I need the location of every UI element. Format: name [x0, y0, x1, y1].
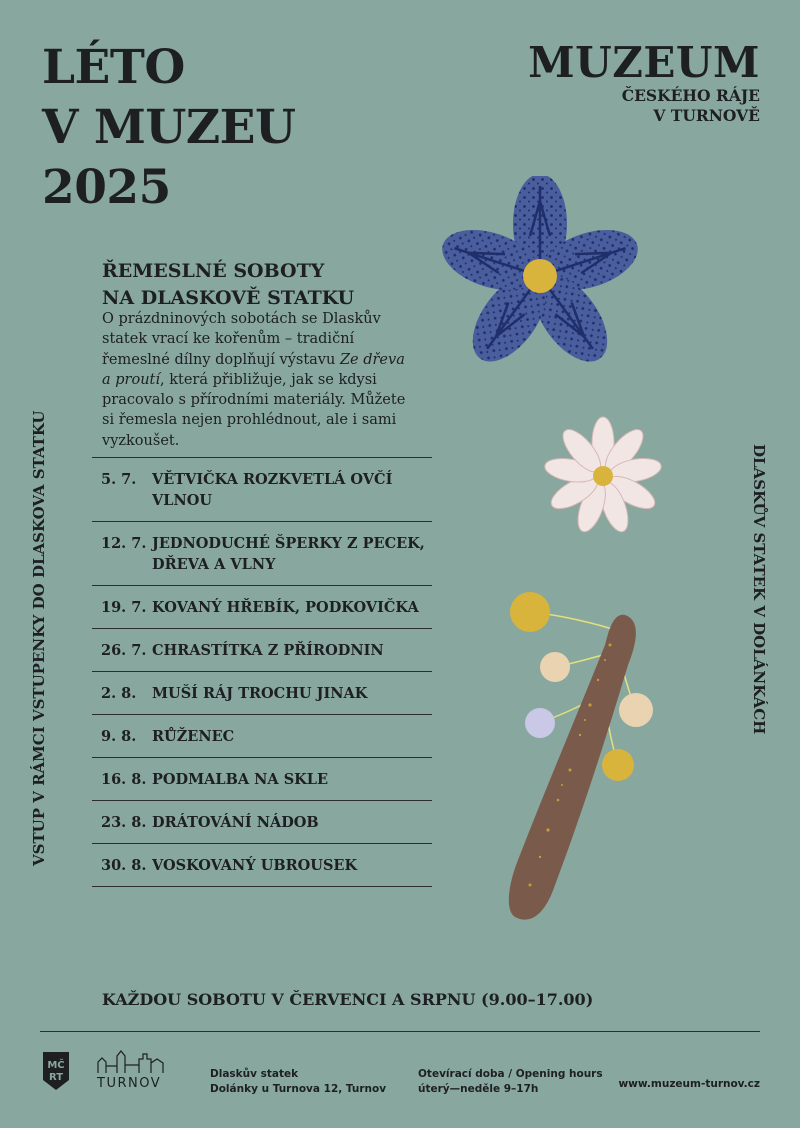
hours-line-1: Otevírací doba / Opening hours: [418, 1068, 603, 1080]
title-line-1: LÉTO: [42, 40, 185, 95]
event-date: 2. 8.: [101, 685, 137, 703]
svg-text:RT: RT: [48, 1072, 64, 1083]
event-date: 30. 8.: [101, 857, 147, 875]
footer-divider: [40, 1031, 760, 1032]
vertical-venue-note: DLASKŮV STATEK V DOLÁNKÁCH: [750, 444, 768, 735]
website-link[interactable]: www.muzeum-turnov.cz: [618, 1078, 760, 1090]
event-name: MUŠÍ RÁJ TROCHU JINAK: [152, 685, 368, 703]
event-date: 19. 7.: [101, 599, 147, 617]
address-line-2: Dolánky u Turnova 12, Turnov: [210, 1083, 387, 1096]
intro-text-2: , která přibližuje, jak se kdysi pracovalo s přírodními materiály. Můžete si řemesla nejen prohlédnout, ale i sami vyzkoušet.: [102, 371, 406, 449]
event-name: RŮŽENEC: [152, 728, 235, 746]
event-name: VOSKOVANÝ UBROUSEK: [152, 857, 358, 875]
intro-exhibition-name: Ze dřeva a proutí: [102, 351, 405, 388]
intro-text-1: O prázdninových sobotách se Dlaskův statek vrací ke kořenům – tradiční řemeslné dílny doplňují výstavu: [102, 311, 381, 368]
footer-hours: [418, 1067, 603, 1097]
section-title-line-1: ŘEMESLNÉ SOBOTY: [102, 260, 325, 282]
event-name: DRÁTOVÁNÍ NÁDOB: [152, 814, 319, 832]
vertical-admission-note: VSTUP V RÁMCI VSTUPENKY DO DLASKOVA STATKU: [30, 410, 48, 866]
event-row: [92, 671, 432, 714]
hours-line-2: úterý—neděle 9–17h: [418, 1083, 539, 1096]
mcrt-logo: [41, 1050, 71, 1096]
blue-flower-illustration: [440, 176, 640, 376]
event-list: [92, 457, 432, 887]
event-name: VĚTVIČKA ROZKVETLÁ OVČÍ VLNOU: [152, 471, 393, 510]
intro-paragraph: [102, 309, 407, 451]
page-title: [42, 38, 295, 218]
title-line-2: V MUZEU: [42, 100, 296, 156]
section-title: [102, 258, 354, 311]
footer-address: [210, 1067, 386, 1097]
event-row: [92, 800, 432, 843]
museum-sub-2: V TURNOVĚ: [653, 106, 760, 126]
event-row: [92, 843, 432, 887]
turnov-logo-text: TURNOV: [97, 1076, 162, 1091]
event-row: [92, 757, 432, 800]
event-row: [92, 585, 432, 628]
event-name: CHRASTÍTKA Z PŘÍRODNIN: [152, 642, 384, 660]
event-date: 23. 8.: [101, 814, 147, 832]
museum-name: MUZEUM: [528, 38, 760, 87]
event-date: 12. 7.: [101, 535, 147, 553]
event-date: 26. 7.: [101, 642, 147, 660]
museum-sub-1: ČESKÉHO RÁJE: [621, 86, 760, 106]
event-date: 16. 8.: [101, 771, 147, 789]
address-line-1: Dlaskův statek: [210, 1068, 299, 1080]
event-row: [92, 714, 432, 757]
event-row: [92, 457, 432, 521]
white-flower-illustration: [543, 416, 663, 536]
branch-illustration: [500, 585, 670, 930]
title-line-3: 2025: [42, 160, 171, 216]
event-date: 9. 8.: [101, 728, 137, 746]
svg-text:MČ: MČ: [47, 1060, 65, 1071]
event-name: PODMALBA NA SKLE: [152, 771, 329, 789]
event-name: JEDNODUCHÉ ŠPERKY Z PECEK, DŘEVA A VLNY: [152, 535, 425, 574]
event-name: KOVANÝ HŘEBÍK, PODKOVIČKA: [152, 599, 419, 617]
turnov-logo: [97, 1050, 167, 1091]
section-title-line-2: NA DLASKOVĚ STATKU: [102, 286, 355, 309]
event-date: 5. 7.: [101, 471, 137, 488]
event-row: [92, 628, 432, 671]
schedule-note: KAŽDOU SOBOTU V ČERVENCI A SRPNU (9.00–17.00): [102, 990, 594, 1009]
museum-logo-text: [528, 40, 760, 126]
event-row: [92, 521, 432, 585]
town-skyline-icon: [97, 1050, 167, 1074]
